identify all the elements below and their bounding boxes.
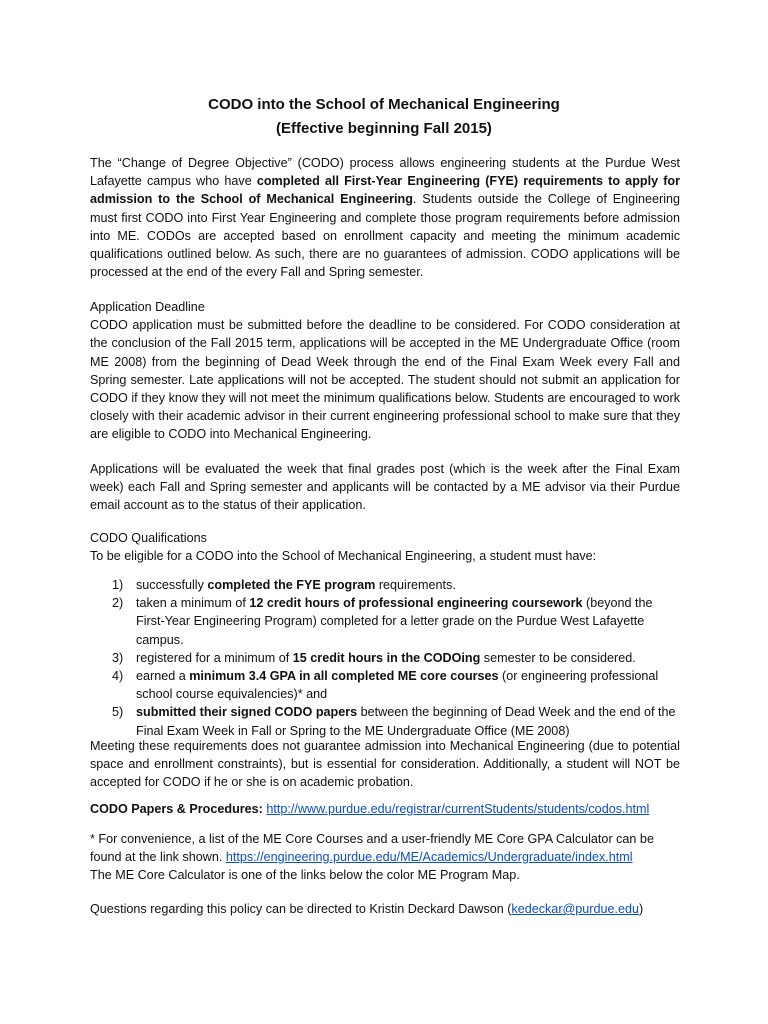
qualifications-section <box>90 529 680 565</box>
intro-bold-text: completed all First-Year Engineering (FYE) requirements to apply for admission to the School of Mechanical Engineering <box>90 174 680 207</box>
papers-line <box>90 800 680 818</box>
evaluation-paragraph: Applications will be evaluated the week that final grades post (which is the week after the Final Exam week) each Fall and Spring semester and applicants will be contacted by a ME advisor via their Purdue email account as to the status of their application. <box>90 462 680 513</box>
deadline-text: CODO application must be submitted before the deadline to be considered. For CODO consideration at the conclusion of the Fall 2015 term, applications will be accepted in the ME Undergraduate Office (room ME 2008) from the beginning of Dead Week through the end of the Final Exam Week every Fall and Spring semester. Late applications will not be accepted. The student should not submit an application for CODO if they know they will not meet the minimum qualifications below. Students are encouraged to work closely with their academic advisor in their current engineering professional school to make sure that they are eligible to CODO into Mechanical Engineering. <box>90 318 680 442</box>
calculator-note: The ME Core Calculator is one of the links below the color ME Program Map. <box>90 868 520 883</box>
convenience-text: * For convenience, a list of the ME Core Courses and a user-friendly ME Core GPA Calculator can be found at the link shown. <box>90 832 654 865</box>
deadline-section <box>90 298 680 444</box>
list-item: 1) successfully completed the FYE program requirements. <box>112 578 456 592</box>
meeting-paragraph: Meeting these requirements does not guarantee admission into Mechanical Engineering (due to potential space and enrollment constraints), but is essential for consideration. Additionally, a student will NOT be accepted for CODO if he or she is on academic probation. <box>90 739 680 790</box>
list-item: 4) earned a minimum 3.4 GPA in all completed ME core courses (or engineering professional school course equivalencies)* and <box>112 669 659 702</box>
questions-close: ) <box>639 902 644 916</box>
qualifications-list <box>90 576 680 740</box>
list-item: 2) taken a minimum of 12 credit hours of professional engineering coursework (beyond the First-Year Engineering Program) completed for a letter grade on the Purdue West Lafayette campus. <box>112 596 653 647</box>
contact-email-link[interactable]: kedeckar@purdue.edu <box>511 902 640 916</box>
papers-label: CODO Papers & Procedures: <box>90 802 263 816</box>
list-item: 5) submitted their signed CODO papers between the beginning of Dead Week and the end of the Final Exam Week in Fall or Spring to the ME Undergraduate Office (ME 2008) <box>112 705 676 738</box>
me-undergraduate-link[interactable]: https://engineering.purdue.edu/ME/Academics/Undergraduate/index.html <box>225 850 633 865</box>
intro-paragraph <box>90 154 680 281</box>
intro-text-2: . Students outside the College of Engineering must first CODO into First Year Engineering and complete those program requirements before admission into ME. CODOs are accepted based on enrollment capacity and meeting the minimum academic qualifications outlined below. As such, there are no guarantees of admission. CODO applications will be processed at the end of the every Fall and Spring semester. <box>90 192 680 280</box>
codo-papers-link[interactable]: http://www.purdue.edu/registrar/currentStudents/students/codos.html <box>266 802 650 816</box>
questions-text: Questions regarding this policy can be directed to Kristin Deckard Dawson ( <box>90 902 512 916</box>
intro-text-1: The “Change of Degree Objective” (CODO) process allows engineering students at the Purdue West Lafayette campus who have <box>90 156 680 189</box>
convenience-section <box>90 830 680 885</box>
qualifications-intro: To be eligible for a CODO into the School of Mechanical Engineering, a student must have: <box>90 549 597 564</box>
document-title: CODO into the School of Mechanical Engineering <box>208 96 560 113</box>
qualifications-heading: CODO Qualifications <box>90 531 207 545</box>
deadline-heading: Application Deadline <box>90 300 205 314</box>
questions-line <box>90 900 680 918</box>
document-subtitle: (Effective beginning Fall 2015) <box>276 120 492 137</box>
list-item: 3) registered for a minimum of 15 credit hours in the CODOing semester to be considered. <box>112 650 636 665</box>
